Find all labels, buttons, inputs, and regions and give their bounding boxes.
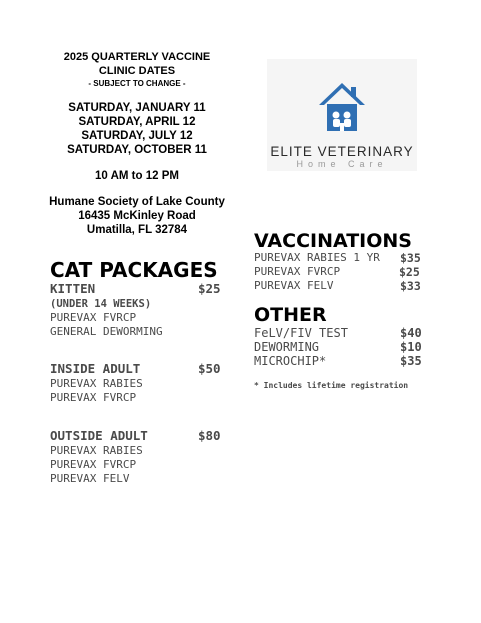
package-item: GENERAL DEWORMING — [50, 325, 163, 338]
clinic-subtitle: - SUBJECT TO CHANGE - — [88, 79, 186, 88]
other-price: $10 — [400, 340, 422, 354]
other-heading: OTHER — [254, 304, 327, 326]
clinic-location-line: Umatilla, FL 32784 — [86, 224, 188, 236]
vaccination-label: PUREVAX FELV — [254, 279, 334, 292]
clinic-date: SATURDAY, OCTOBER 11 — [67, 144, 207, 156]
cat-packages-heading: CAT PACKAGES — [50, 258, 218, 282]
package-name: KITTEN — [50, 281, 96, 296]
package-item: PUREVAX RABIES — [50, 444, 143, 457]
vaccination-label: PUREVAX FVRCP — [254, 265, 341, 278]
vaccinations-heading: VACCINATIONS — [254, 230, 412, 252]
other-label: DEWORMING — [254, 340, 320, 354]
other-list — [254, 326, 429, 368]
package-item: PUREVAX RABIES — [50, 377, 143, 390]
vaccination-row — [254, 279, 429, 293]
clinic-title-line2: CLINIC DATES — [98, 65, 176, 77]
microchip-footnote: * Includes lifetime registration — [254, 381, 409, 390]
package-kitten — [50, 282, 235, 339]
package-outside-adult — [50, 429, 235, 486]
clinic-date: SATURDAY, JULY 12 — [81, 130, 193, 142]
other-row — [254, 326, 429, 340]
package-item: PUREVAX FVRCP — [50, 311, 137, 324]
clinic-location-line: 16435 McKinley Road — [78, 210, 196, 222]
vaccination-price: $35 — [400, 251, 421, 265]
package-price: $50 — [198, 361, 221, 376]
package-name: OUTSIDE ADULT — [50, 428, 148, 443]
package-item: PUREVAX FVRCP — [50, 391, 137, 404]
clinic-hours: 10 AM to 12 PM — [95, 170, 179, 182]
clinic-date: SATURDAY, JANUARY 11 — [68, 102, 206, 114]
clinic-date: SATURDAY, APRIL 12 — [78, 116, 196, 128]
logo-tagline: Home Care — [296, 159, 388, 169]
package-price: $80 — [198, 428, 221, 443]
vaccination-label: PUREVAX RABIES 1 YR — [254, 251, 380, 264]
other-label: MICROCHIP* — [254, 354, 327, 368]
other-row — [254, 354, 429, 368]
other-price: $35 — [400, 354, 422, 368]
logo-name: ELITE VETERINARY — [270, 144, 414, 159]
vaccination-row — [254, 251, 429, 265]
vaccinations-list — [254, 251, 429, 293]
other-label: FeLV/FIV TEST — [254, 326, 348, 340]
elite-veterinary-logo — [267, 59, 417, 171]
package-price: $25 — [198, 281, 221, 296]
house-paw-icon — [267, 59, 417, 171]
package-item: PUREVAX FVRCP — [50, 458, 137, 471]
package-item: PUREVAX FELV — [50, 472, 130, 485]
package-inside-adult — [50, 362, 235, 405]
package-name: INSIDE ADULT — [50, 361, 141, 376]
package-note: (UNDER 14 WEEKS) — [50, 298, 152, 310]
other-row — [254, 340, 429, 354]
clinic-location-line: Humane Society of Lake County — [49, 196, 225, 208]
vaccination-row — [254, 265, 429, 279]
vaccination-price: $33 — [400, 279, 421, 293]
clinic-info — [30, 50, 244, 237]
clinic-title-line1: 2025 QUARTERLY VACCINE — [63, 51, 211, 63]
vaccination-price: $25 — [399, 265, 420, 279]
other-price: $40 — [400, 326, 422, 340]
